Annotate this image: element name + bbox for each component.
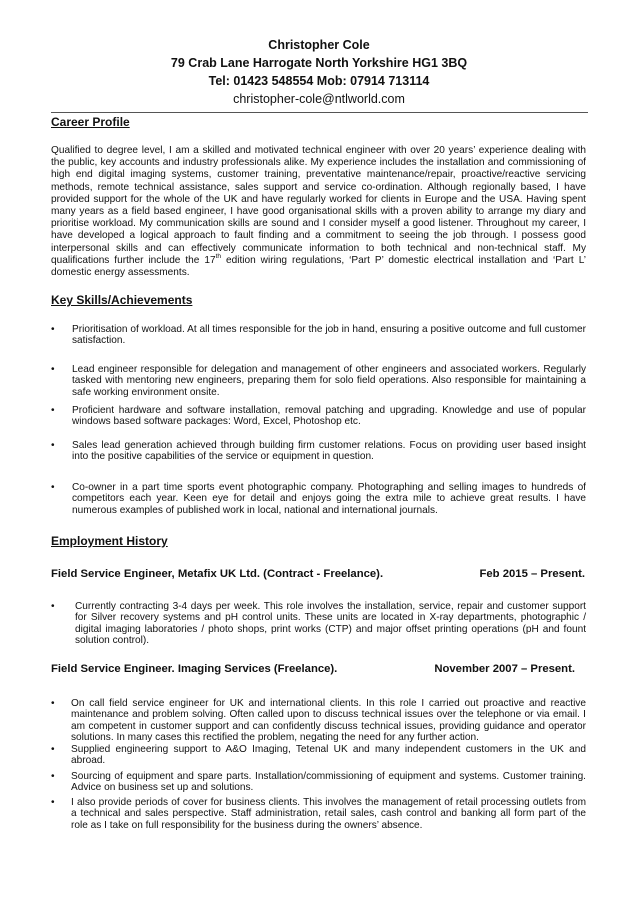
contact-header — [0, 36, 638, 108]
job-role: Field Service Engineer, Metafix UK Ltd. (Contract - Freelance). — [51, 568, 384, 580]
career-profile-text — [51, 145, 586, 279]
bullet-icon: • — [51, 364, 55, 375]
skill-item-text: Proficient hardware and software installation, removal patching and upgrading. Knowledge and use of popular windows based software packages: Word, Excel, Photoshop etc. — [72, 405, 586, 428]
job-duty-text: I also provide periods of cover for business clients. This involves the management of retail processing outlets from a technical and sales perspective. Staff administration, retail sales, cash control and banking all form part of the role as I take on full responsibility for the business during the owners’ absence. — [71, 797, 586, 831]
skill-item-text: Prioritisation of workload. At all times responsible for the job in hand, ensuring a positive outcome and full customer satisfaction. — [72, 324, 586, 347]
bullet-icon: • — [51, 797, 55, 808]
bullet-icon: • — [51, 744, 55, 755]
bullet-icon: • — [51, 698, 55, 709]
skill-item-text: Sales lead generation achieved through building firm customer relations. Focus on providing user based insight into the positive capabilities of the service or equipment in question. — [72, 440, 586, 463]
job-duty-text: Currently contracting 3-4 days per week. This role involves the installation, service, repair and customer support for Silver recovery systems and pH control units. These units are located in X-ray departments, photographic / digital imaging laboratories / photo shops, print works (CTP) and major offset printing operations (pH and fount solution control). — [75, 601, 586, 646]
bullet-icon: • — [51, 440, 55, 451]
job-role: Field Service Engineer. Imaging Services (Freelance). — [51, 663, 338, 675]
bullet-icon: • — [51, 771, 55, 782]
job-dates: November 2007 – Present. — [434, 663, 575, 675]
ordinal-superscript: th — [215, 252, 222, 260]
career-profile-heading: Career Profile — [51, 115, 130, 129]
postal-address: 79 Crab Lane Harrogate North Yorkshire HG1 3BQ — [170, 56, 468, 70]
career-profile-body: Qualified to degree level, I am a skilled and motivated technical engineer with over 20 years’ experience dealing with the public, key accounts and industry professionals alike. My experience includes the installation and commissioning of high end digital imaging systems, customer training, preventative maintenance/repair, proactive/reactive servicing methods, remote technical assistance, sales support and service co-ordination. Although regionally based, I have provided support for the whole of the UK and have regularly worked for clients in Europe and the USA. Having spent many years as a field based engineer, I have good organisational skills with a proven ability to arrange my diary and prioritise workload. My communication skills are sound and I consider myself a good listener. Throughout my career, I have developed a logical approach to fault finding and a commitment to seeing the job through. I possess good interpersonal skills and can effectively communicate information to both technical and non-technical staff. My qualifications further include the 17 — [51, 145, 586, 266]
job-heading — [51, 662, 585, 676]
career-profile-body-end: edition wiring regulations, ‘Part P’ domestic electrical installation and ‘Part L’ domestic energy assessments. — [51, 254, 586, 279]
job-heading — [51, 567, 585, 581]
bullet-icon: • — [51, 405, 55, 416]
job-duty-text: On call field service engineer for UK and international clients. In this role I carried out proactive and reactive maintenance and problem solving. Often called upon to discuss technical issues over the telephone or via email. I am competent in customer support and can confidently discuss technical issues, providing guidance and operator solutions. In many cases this rectified the problem, negating the need for any further action. — [71, 698, 586, 743]
job-duty-text: Supplied engineering support to A&O Imaging, Tetenal UK and many independent customers in the UK and abroad. — [71, 744, 586, 767]
bullet-icon: • — [51, 601, 55, 612]
email-address: christopher-cole@ntlworld.com — [233, 92, 405, 106]
phone-numbers: Tel: 01423 548554 Mob: 07914 713114 — [208, 74, 430, 88]
skill-item-text: Lead engineer responsible for delegation and management of other engineers and associated workers. Regularly tasked with mentoring new engineers, preparing them for solo field operations. Also responsible for maintaining a safe working environment onsite. — [72, 364, 586, 398]
candidate-name: Christopher Cole — [268, 38, 370, 52]
header-divider — [51, 112, 588, 113]
key-skills-heading: Key Skills/Achievements — [51, 293, 193, 307]
bullet-icon: • — [51, 324, 55, 335]
skill-item-text: Co-owner in a part time sports event photographic company. Photographing and selling images to hundreds of competitors each year. Keen eye for detail and enjoys going the extra mile to achieve great results. I have numerous examples of published work in local, national and international journals. — [72, 482, 586, 516]
bullet-icon: • — [51, 482, 55, 493]
employment-history-heading: Employment History — [51, 534, 168, 548]
job-duty-text: Sourcing of equipment and spare parts. Installation/commissioning of equipment and systems. Customer training. Advice on business set up and solutions. — [71, 771, 586, 794]
job-dates: Feb 2015 – Present. — [479, 568, 585, 580]
